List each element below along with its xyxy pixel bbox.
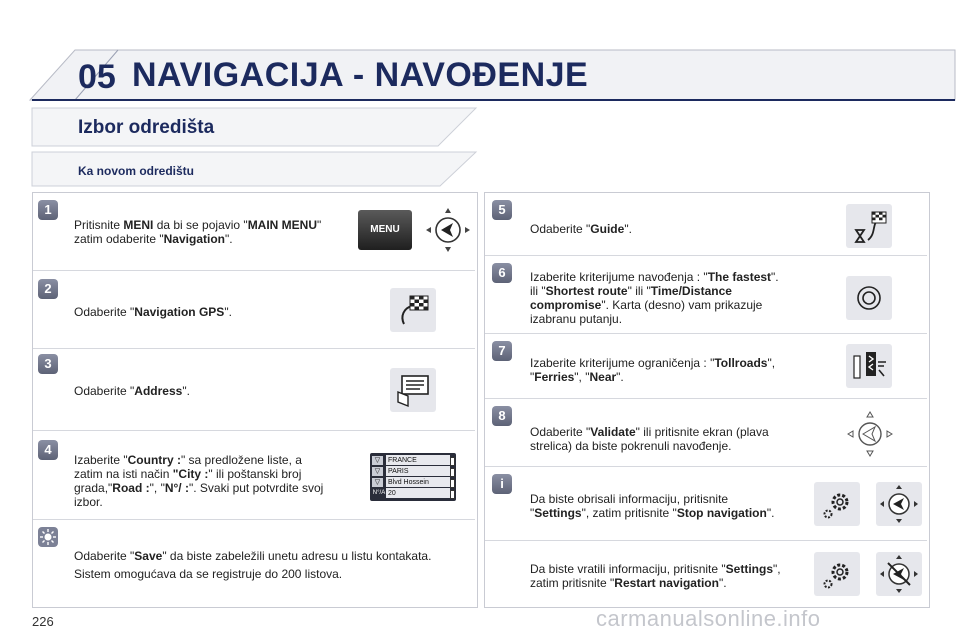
divider bbox=[33, 270, 475, 271]
step-5-text: Odaberite "Guide". bbox=[530, 222, 632, 236]
address-icon[interactable] bbox=[390, 368, 436, 412]
info-badge: i bbox=[492, 474, 512, 494]
step-badge-8: 8 bbox=[492, 406, 512, 426]
step-badge-7: 7 bbox=[492, 341, 512, 361]
navigation-gps-icon[interactable] bbox=[390, 288, 436, 332]
divider bbox=[485, 398, 927, 399]
guide-icon[interactable] bbox=[846, 204, 892, 248]
step-7-text: Izaberite kriterijume ograničenja : "Tollroads", "Ferries", "Near". bbox=[530, 356, 776, 384]
subsection-title: Ka novom odredištu bbox=[78, 164, 195, 178]
navigation-dial-icon bbox=[424, 206, 472, 254]
info-restart-text: Da biste vratili informaciju, pritisnite "Settings", zatim pritisnite "Restart navigation". bbox=[530, 562, 781, 590]
section-title: Izbor odredišta bbox=[78, 117, 215, 138]
step-badge-4: 4 bbox=[38, 440, 58, 460]
step-badge-3: 3 bbox=[38, 354, 58, 374]
step-badge-1: 1 bbox=[38, 200, 58, 220]
menu-button[interactable]: MENU bbox=[358, 210, 412, 250]
step-3-text: Odaberite "Address". bbox=[74, 384, 190, 398]
chapter-title: NAVIGACIJA - NAVOĐENJE bbox=[132, 56, 589, 94]
address-list-screen bbox=[370, 453, 456, 501]
restrictions-icon[interactable] bbox=[846, 344, 892, 388]
tip-sun-icon bbox=[38, 527, 58, 547]
step-8-text: Odaberite "Validate" ili pritisnite ekran (plava strelica) da biste pokrenuli navođenje. bbox=[530, 425, 769, 453]
divider bbox=[33, 348, 475, 349]
step-4-text: Izaberite "Country :" sa predložene liste, a zatim na isti način "City :" ili poštanski broj grada,"Road :", "N°/ :". Svaki put potvrdite svoj izbor. bbox=[74, 453, 324, 509]
stop-navigation-icon[interactable] bbox=[876, 482, 922, 526]
divider bbox=[485, 540, 927, 541]
info-stop-text: Da biste obrisali informaciju, pritisnite "Settings", zatim pritisnite "Stop navigation". bbox=[530, 492, 775, 520]
divider bbox=[33, 430, 475, 431]
step-1-text: Pritisnite MENI da bi se pojavio "MAIN MENU" zatim odaberite "Navigation". bbox=[74, 218, 322, 246]
step-6-text: Izaberite kriterijume navođenja : "The fastest". ili "Shortest route" ili "Time/Distance compromise". Karta (desno) vam prikazuje izabranu putanju. bbox=[530, 270, 779, 326]
step-badge-2: 2 bbox=[38, 279, 58, 299]
watermark: carmanualsonline.info bbox=[596, 606, 821, 631]
step-badge-5: 5 bbox=[492, 200, 512, 220]
divider bbox=[485, 466, 927, 467]
list-row-country[interactable]: ▽ FRANCE bbox=[370, 455, 456, 466]
list-row-road[interactable]: ▽ Blvd Hossein bbox=[370, 477, 456, 488]
route-criteria-icon[interactable] bbox=[846, 276, 892, 320]
page-number: 226 bbox=[32, 614, 54, 629]
divider bbox=[485, 333, 927, 334]
list-row-number[interactable]: N°/A 20 bbox=[370, 488, 456, 499]
step-2-text: Odaberite "Navigation GPS". bbox=[74, 305, 232, 319]
list-row-city[interactable]: ▽ PARIS bbox=[370, 466, 456, 477]
settings-gear-icon[interactable] bbox=[814, 482, 860, 526]
settings-gear-icon[interactable] bbox=[814, 552, 860, 596]
divider bbox=[33, 519, 475, 520]
chapter-number: 05 bbox=[78, 58, 116, 96]
validate-dial-icon[interactable] bbox=[846, 410, 894, 458]
divider bbox=[485, 255, 927, 256]
restart-navigation-icon[interactable] bbox=[876, 552, 922, 596]
tip-save-text: Odaberite "Save" da biste zabeležili unetu adresu u listu kontakata. Sistem omogućava da se registruje do 200 listova. bbox=[74, 549, 432, 581]
step-badge-6: 6 bbox=[492, 263, 512, 283]
